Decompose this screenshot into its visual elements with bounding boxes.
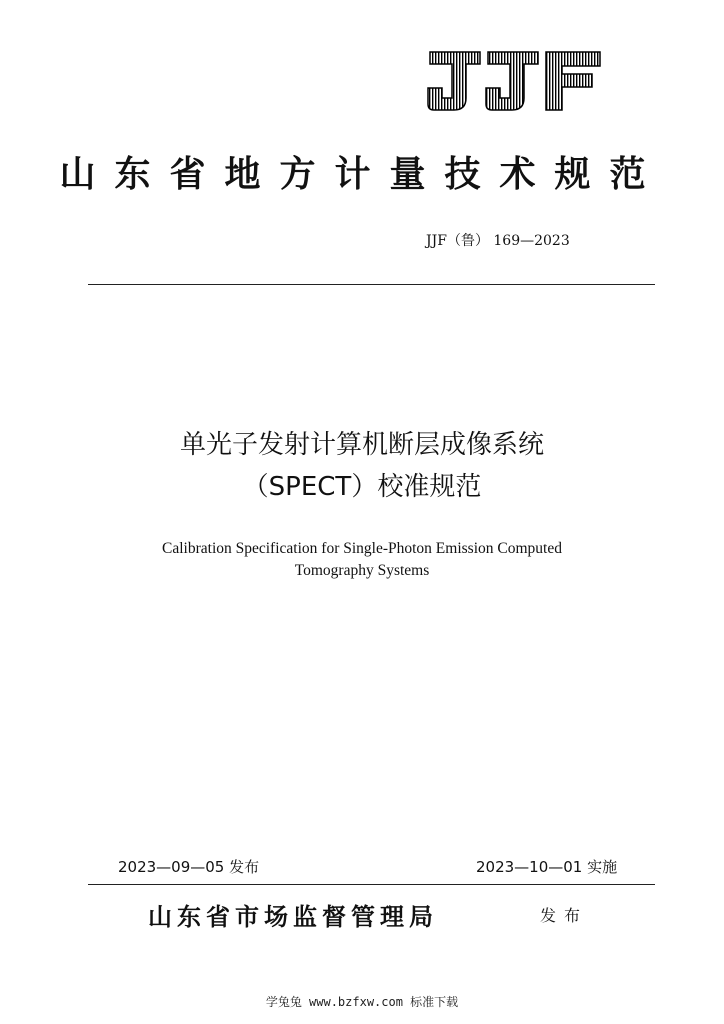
title-english-line-1: Calibration Specification for Single-Photon Emission Computed [162, 540, 562, 557]
jjf-logo [426, 50, 602, 112]
publish-label: 发布 [540, 906, 589, 925]
download-footer: 学兔兔 www.bzfxw.com 标准下载 [265, 995, 459, 1009]
title-chinese-line-1: 单光子发射计算机断层成像系统 [179, 430, 544, 460]
standard-code: JJF（鲁） 169—2023 [426, 233, 570, 249]
implementation-date: 2023—10—01 实施 [476, 858, 618, 876]
issue-date: 2023—09—05 发布 [118, 858, 260, 876]
publisher-name: 山东省市场监督管理局 [148, 903, 438, 931]
bottom-divider [88, 884, 655, 885]
top-divider [88, 284, 655, 285]
title-chinese-line-2: （SPECT）校准规范 [242, 472, 482, 502]
jjf-logo-graphic [426, 50, 602, 112]
title-english-line-2: Tomography Systems [294, 562, 430, 579]
organization-title: 山东省地方计量技术规范 [59, 154, 665, 195]
